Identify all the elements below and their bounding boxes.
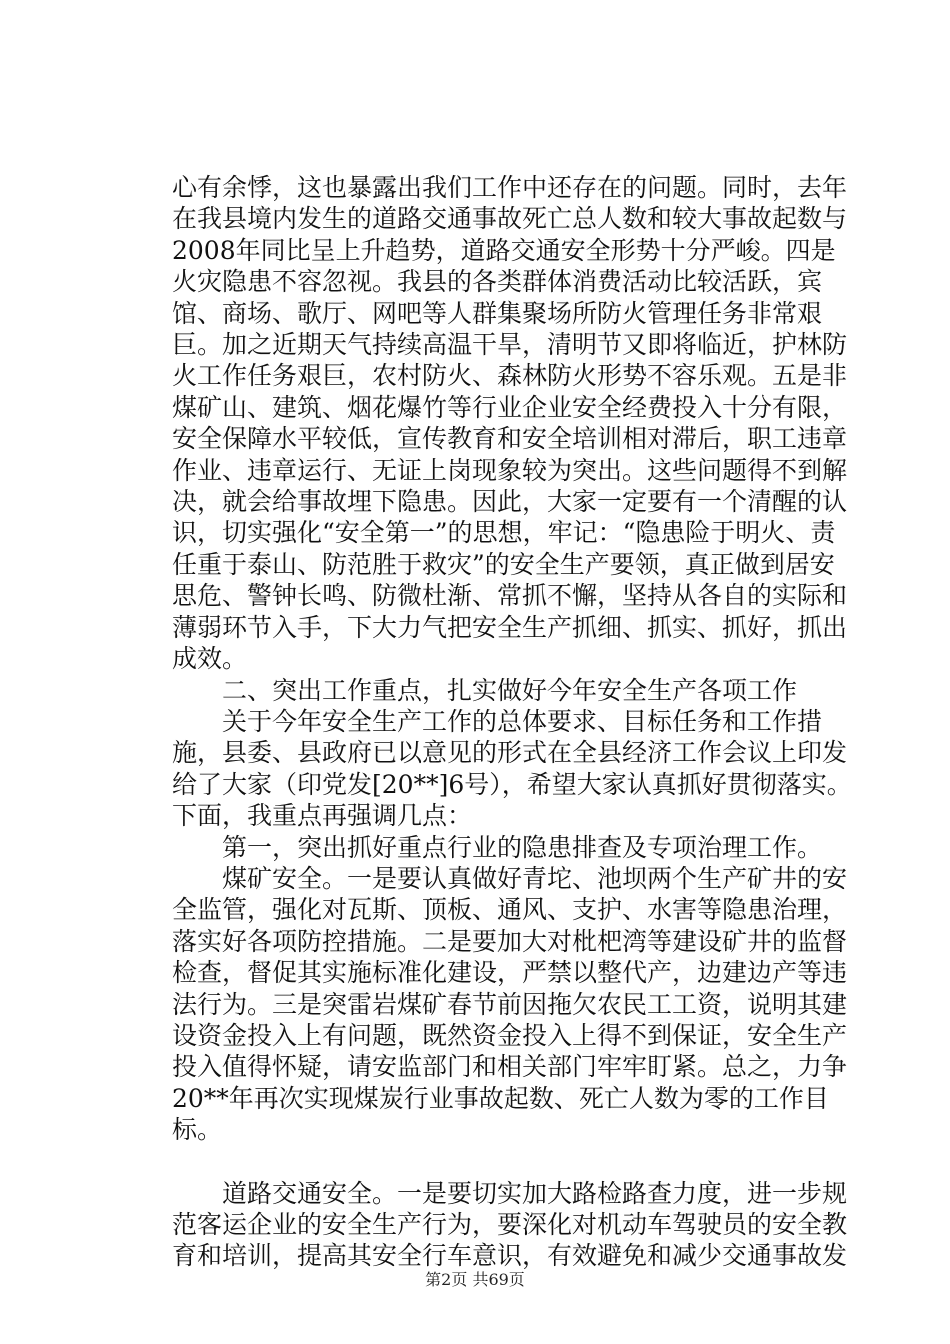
paragraph-1: 心有余悸，这也暴露出我们工作中还存在的问题。同时，去年在我县境内发生的道路交通事故死亡总人数和较大事故起数与2008年同比呈上升趋势，道路交通安全形势十分严峻。四是火灾隐患不容忽视。我县的各类群体消费活动比较活跃，宾馆、商场、歌厅、网吧等人群集聚场所防火管理任务非常艰巨。加之近期天气持续高温干旱，清明节又即将临近，护林防火工作任务艰巨，农村防火、森林防火形势不容乐观。五是非煤矿山、建筑、烟花爆竹等行业企业安全经费投入十分有限，安全保障水平较低，宣传教育和安全培训相对滞后，职工违章作业、违章运行、无证上岗现象较为突出。这些问题得不到解决，就会给事故埋下隐患。因此，大家一定要有一个清醒的认识，切实强化“安全第一”的思想，牢记：“隐患险于明火、责任重于泰山、防范胜于救灾”的安全生产要领，真正做到居安思危、警钟长鸣、防微杜渐、常抓不懈，坚持从各自的实际和薄弱环节入手，下大力气把安全生产抓细、抓实、抓好，抓出成效。 <box>172 173 848 674</box>
paragraph-coal-safety: 煤矿安全。一是要认真做好青坨、池坝两个生产矿井的安全监管，强化对瓦斯、顶板、通风、支护、水害等隐患治理，落实好各项防控措施。二是要加大对枇杷湾等建设矿井的监督检查，督促其实施标准化建设，严禁以整代产，边建边产等违法行为。三是突雷岩煤矿春节前因拖欠农民工工资，说明其建设资金投入上有问题，既然资金投入上得不到保证，安全生产投入值得怀疑，请安监部门和相关部门牢牢盯紧。总之，力争20**年再次实现煤炭行业事故起数、死亡人数为零的工作目标。 <box>172 863 848 1145</box>
document-body <box>172 172 852 1272</box>
paragraph-gap <box>172 1146 852 1178</box>
paragraph-3: 关于今年安全生产工作的总体要求、目标任务和工作措施，县委、县政府已以意见的形式在全县经济工作会议上印发给了大家（印党发[20**]6号），希望大家认真抓好贯彻落实。下面，我重点再强调几点： <box>172 706 852 831</box>
page-footer: 第2页 共69页 <box>425 1270 525 1289</box>
paragraph-4: 第一，突出抓好重点行业的隐患排查及专项治理工作。 <box>222 832 823 862</box>
paragraph-road-safety: 道路交通安全。一是要切实加大路检路查力度，进一步规范客运企业的安全生产行为，要深化对机动车驾驶员的安全教育和培训，提高其安全行车意识，有效避免和减少交通事故发 <box>172 1178 848 1271</box>
section-heading-2: 二、突出工作重点，扎实做好今年安全生产各项工作 <box>222 675 798 705</box>
